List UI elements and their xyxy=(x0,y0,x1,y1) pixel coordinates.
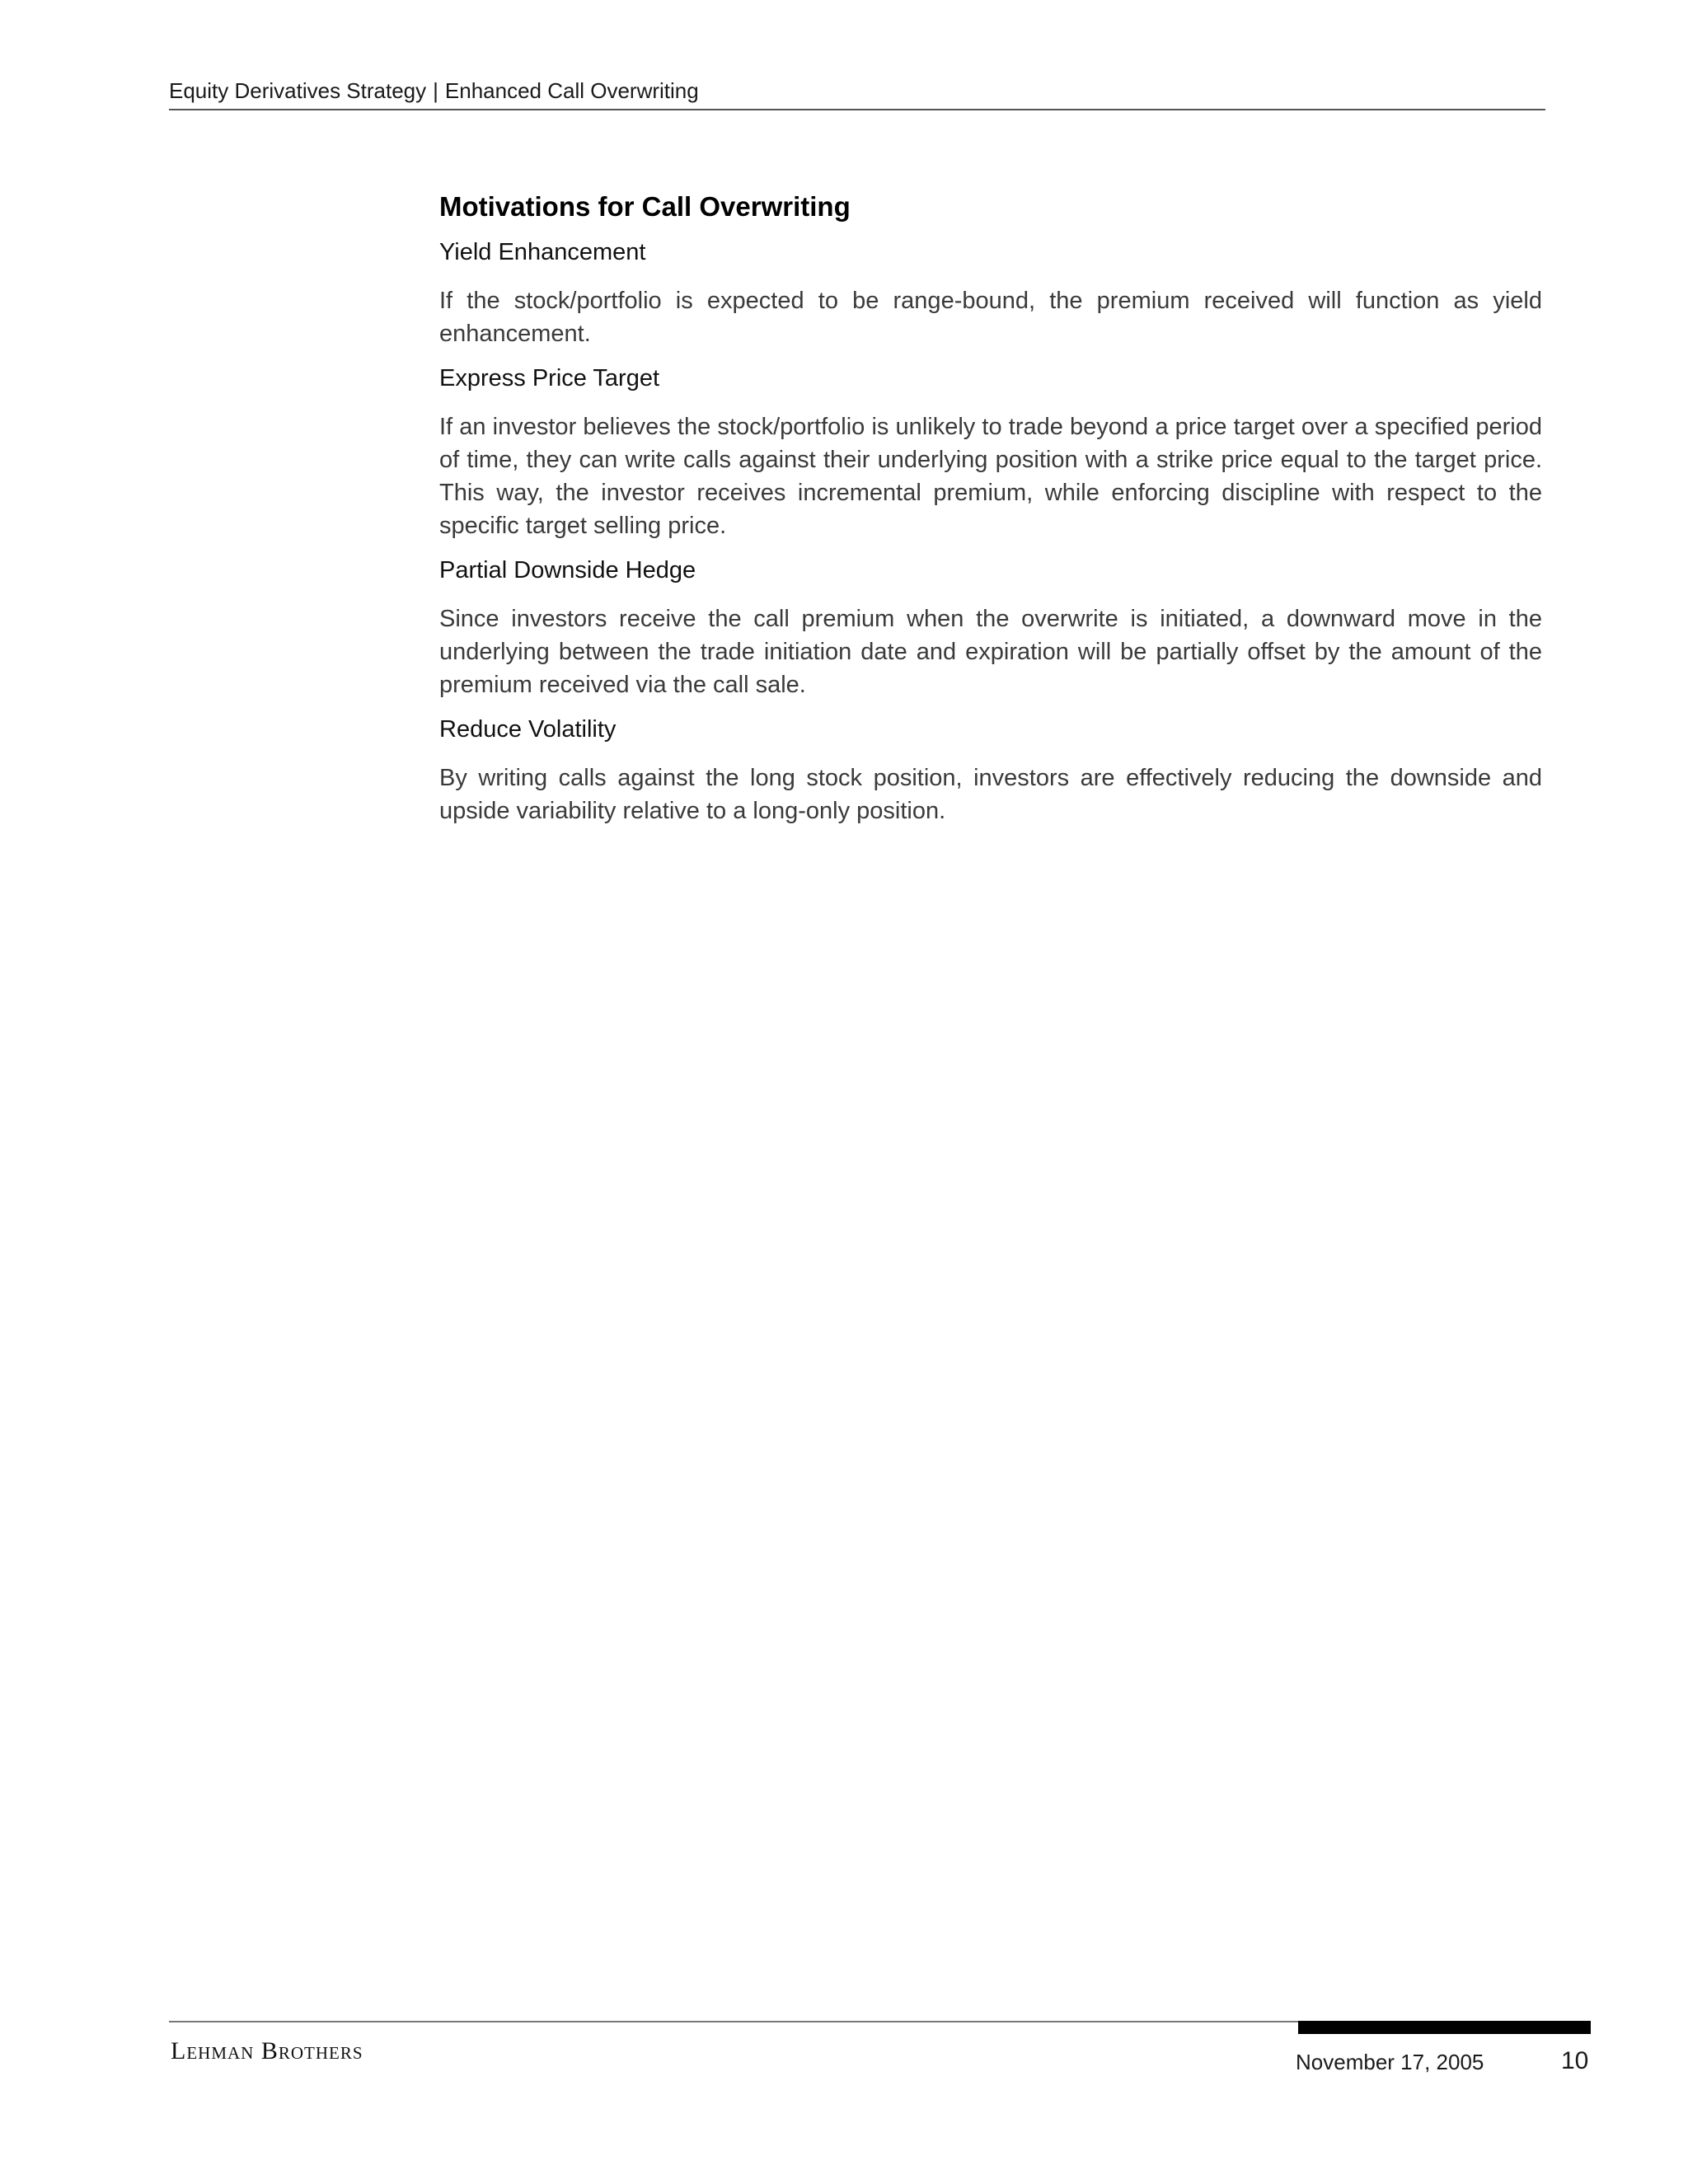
main-content xyxy=(439,191,1542,842)
subheading: Partial Downside Hedge xyxy=(439,557,696,583)
subheading: Reduce Volatility xyxy=(439,716,617,743)
header-series-title: Equity Derivatives Strategy xyxy=(169,78,427,103)
running-header xyxy=(169,78,1545,110)
subheading: Express Price Target xyxy=(439,365,660,391)
subheading: Yield Enhancement xyxy=(439,239,646,265)
header-separator: | xyxy=(433,78,438,103)
motivation-yield-enhancement xyxy=(439,239,1542,350)
paragraph: By writing calls against the long stock position, investors are effectively reducing the downside and upside variability relative to a long-only position. xyxy=(439,765,1542,824)
paragraph: If the stock/portfolio is expected to be range-bound, the premium received will function as yield enhancement. xyxy=(439,288,1542,347)
header-document-title: Enhanced Call Overwriting xyxy=(444,78,699,103)
motivation-reduce-volatility xyxy=(439,716,1542,827)
footer-date: November 17, 2005 xyxy=(1296,2050,1484,2074)
paragraph: Since investors receive the call premium when the overwrite is initiated, a downward move in the underlying between the trade initiation date and expiration will be partially offset by the amount of the premium received via the call sale. xyxy=(439,606,1542,698)
motivation-partial-downside-hedge xyxy=(439,557,1542,701)
footer-bar xyxy=(1298,2021,1591,2034)
footer-rule xyxy=(169,2021,1298,2022)
section-title: Motivations for Call Overwriting xyxy=(439,191,851,222)
page-number: 10 xyxy=(1561,2047,1589,2074)
motivation-express-price-target xyxy=(439,365,1542,542)
paragraph: If an investor believes the stock/portfolio is unlikely to trade beyond a price target over a specified period of time, they can write calls against their underlying position with a strike price equal to the target price. This way, the investor receives incremental premium, while enforcing discipline with respect to the specific target selling price. xyxy=(439,414,1542,539)
company-logo: Lehman Brothers xyxy=(171,2037,363,2064)
